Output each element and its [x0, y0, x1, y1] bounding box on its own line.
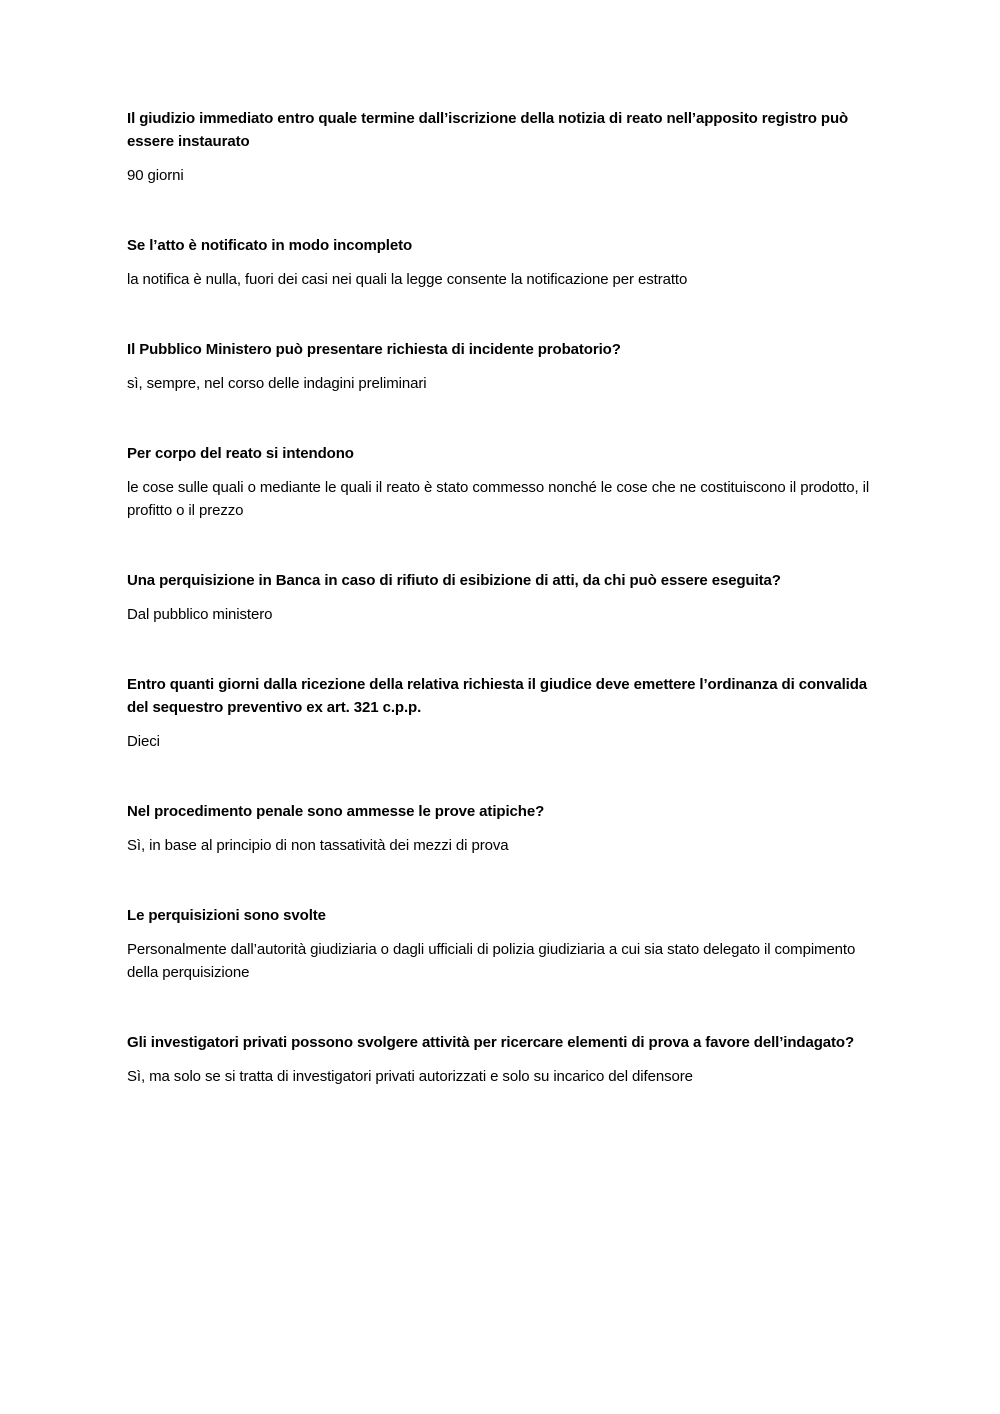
answer-text: le cose sulle quali o mediante le quali il reato è stato commesso nonché le cose che ne costituiscono il prodotto, il profitto o il prezzo: [127, 479, 870, 519]
question-text: Le perquisizioni sono svolte: [127, 907, 326, 924]
qa-item: [127, 673, 877, 753]
answer-text: sì, sempre, nel corso delle indagini preliminari: [127, 375, 427, 392]
answer-text: Personalmente dall’autorità giudiziaria o dagli ufficiali di polizia giudiziaria a cui sia stato delegato il compimento della perquisizione: [127, 941, 856, 981]
question-text: Gli investigatori privati possono svolgere attività per ricercare elementi di prova a favore dell’indagato?: [127, 1034, 855, 1051]
qa-item: [127, 569, 877, 626]
question-text: Una perquisizione in Banca in caso di rifiuto di esibizione di atti, da chi può essere eseguita?: [127, 572, 781, 589]
answer-text: Sì, ma solo se si tratta di investigatori privati autorizzati e solo su incarico del difensore: [127, 1068, 693, 1085]
question-text: Nel procedimento penale sono ammesse le prove atipiche?: [127, 803, 545, 820]
question-text: Il giudizio immediato entro quale termine dall’iscrizione della notizia di reato nell’apposito registro può essere instaurato: [127, 110, 849, 150]
qa-item: [127, 800, 877, 857]
question-text: Il Pubblico Ministero può presentare richiesta di incidente probatorio?: [127, 341, 621, 358]
question-text: Per corpo del reato si intendono: [127, 445, 354, 462]
qa-item: [127, 107, 877, 187]
document-page: [127, 107, 877, 1135]
answer-text: la notifica è nulla, fuori dei casi nei quali la legge consente la notificazione per estratto: [127, 271, 688, 288]
qa-item: [127, 1031, 877, 1088]
qa-item: [127, 234, 877, 291]
answer-text: Dal pubblico ministero: [127, 606, 273, 623]
question-text: Entro quanti giorni dalla ricezione della relativa richiesta il giudice deve emettere l’ordinanza di convalida del sequestro preventivo ex art. 321 c.p.p.: [127, 676, 868, 716]
qa-item: [127, 904, 877, 984]
answer-text: Sì, in base al principio di non tassatività dei mezzi di prova: [127, 837, 509, 854]
answer-text: Dieci: [127, 733, 160, 750]
question-text: Se l’atto è notificato in modo incompleto: [127, 237, 413, 254]
answer-text: 90 giorni: [127, 167, 184, 184]
qa-item: [127, 442, 877, 522]
qa-item: [127, 338, 877, 395]
